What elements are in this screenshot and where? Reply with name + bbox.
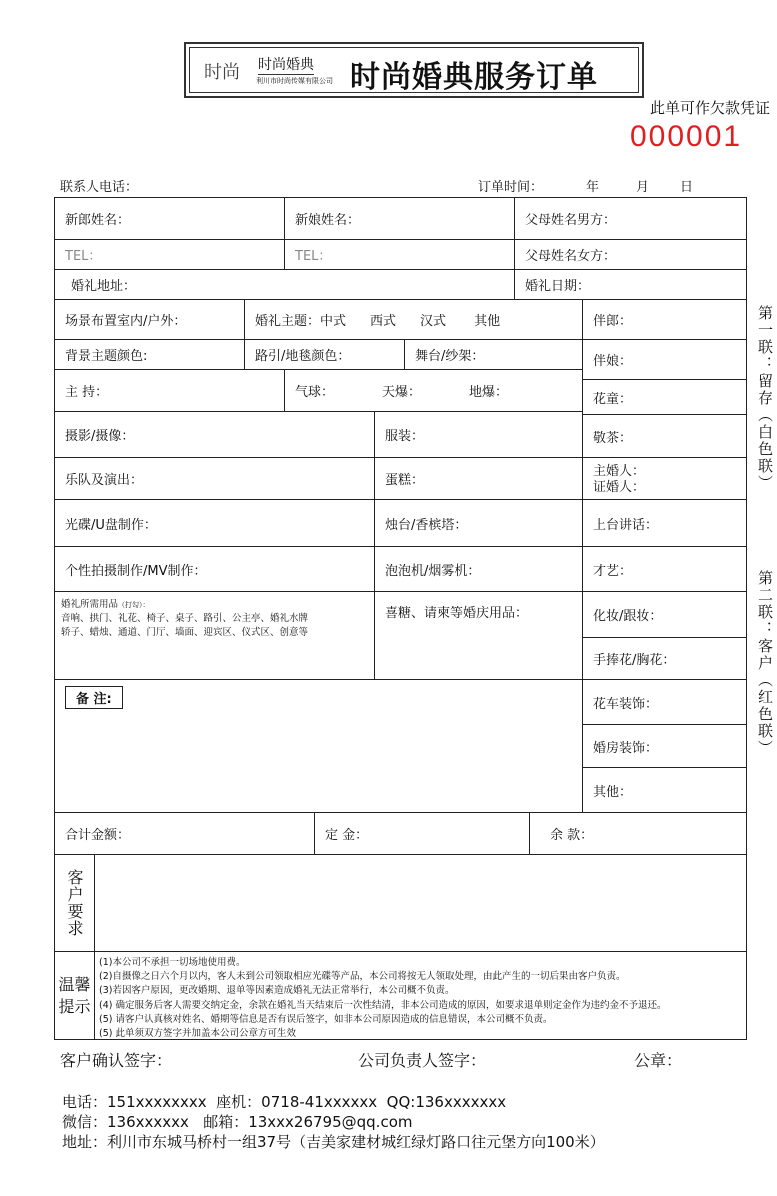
customer-sign-label: 客户确认签字：	[60, 1051, 173, 1070]
mv-field[interactable]	[54, 546, 375, 592]
talent-field[interactable]	[582, 546, 747, 592]
address-field[interactable]	[54, 269, 515, 300]
balloon-label: 气球：	[295, 385, 335, 400]
theme-label: 婚礼主题：	[255, 314, 321, 329]
officiant-field[interactable]	[582, 457, 747, 500]
tel-groom-field[interactable]	[54, 239, 285, 270]
tel-label: TEL：	[65, 249, 102, 264]
total-field[interactable]	[54, 812, 315, 855]
address-line: 地址：利川市东城马桥村一组37号（吉美家建材城红绿灯路口往元堡方向100米）	[62, 1133, 605, 1151]
logo-mark: 时尚	[204, 62, 240, 83]
parents-groom-field[interactable]	[514, 197, 747, 240]
bubble-field[interactable]	[374, 546, 583, 592]
groom-label: 新郎姓名：	[65, 213, 131, 228]
flower-kid-field[interactable]	[582, 379, 747, 415]
month-label: 月	[636, 180, 650, 195]
title-banner	[184, 42, 644, 98]
car-decor-label: 花车装饰：	[593, 696, 659, 712]
bridesmaid-label: 伴娘：	[593, 354, 633, 369]
bg-color-field[interactable]	[54, 339, 245, 370]
other-field[interactable]	[582, 767, 747, 813]
tel-bride-field[interactable]	[284, 239, 515, 270]
clothes-field[interactable]	[374, 411, 583, 458]
bridesmaid-field[interactable]	[582, 339, 747, 380]
candy-label: 喜糖、请柬等婚庆用品：	[385, 606, 529, 621]
tip-item: (1)本公司不承担一切场地使用费。	[99, 957, 246, 968]
address-label: 婚礼地址：	[71, 279, 137, 294]
cake-label: 蛋糕：	[385, 473, 425, 488]
remarks-field[interactable]	[54, 679, 583, 813]
groomsman-label: 伴郎：	[593, 314, 633, 329]
supplies-field[interactable]	[54, 591, 375, 680]
theme-option[interactable]: 西式	[370, 314, 397, 329]
remarks-label: 备 注:	[65, 686, 123, 709]
requirements-field[interactable]	[94, 854, 747, 952]
contact-line: 电话：151xxxxxxxx 座机：0718-41xxxxxx QQ:136xxxxxxx	[62, 1093, 507, 1111]
requirements-label: 客户要求	[65, 869, 84, 937]
bride-label: 新娘姓名：	[295, 213, 361, 228]
groom-field[interactable]	[54, 197, 285, 240]
supplies-line: 音响、拱门、礼花、椅子、桌子、路引、公主亭、婚礼水牌	[61, 613, 309, 625]
deposit-label: 定 金：	[325, 828, 369, 843]
bg-color-label: 背景主题颜色:	[65, 349, 148, 364]
bubble-label: 泡泡机/烟雾机：	[385, 563, 481, 579]
flower-kid-label: 花童：	[593, 391, 633, 407]
theme-field[interactable]	[244, 299, 583, 340]
makeup-label: 化妆/跟妆：	[593, 609, 663, 624]
bouquet-field[interactable]	[582, 637, 747, 680]
logo-name: 时尚婚典	[258, 54, 314, 75]
stage-label: 舞台/纱架：	[415, 349, 485, 364]
other-label: 其他：	[593, 784, 633, 800]
candle-label: 烛台/香槟塔：	[385, 517, 468, 533]
theme-option[interactable]: 中式	[320, 314, 347, 329]
sky-label: 天爆：	[382, 385, 422, 400]
clothes-label: 服装：	[385, 429, 425, 444]
balance-field[interactable]	[529, 812, 747, 855]
groomsman-field[interactable]	[582, 299, 747, 340]
theme-option[interactable]: 其他	[474, 314, 501, 329]
manager-sign-label: 公司负责人签字：	[358, 1051, 487, 1070]
tips-label-cell	[54, 951, 95, 1040]
host-marriage-label: 主婚人：	[593, 464, 646, 479]
tea-label: 敬茶：	[593, 430, 633, 446]
venue-label: 场景布置室内/户外：	[65, 314, 187, 329]
deposit-field[interactable]	[314, 812, 530, 855]
contact-line: 微信：136xxxxxx 邮箱：13xxx26795@qq.com	[62, 1113, 413, 1131]
room-decor-label: 婚房装饰：	[593, 740, 659, 756]
witness-label: 证婚人：	[593, 480, 646, 495]
supplies-title: 婚礼所需用品（打勾）：	[61, 599, 150, 610]
cake-field[interactable]	[374, 457, 583, 500]
makeup-field[interactable]	[582, 591, 747, 638]
copy2-label: 第二联：客户（红色联）	[756, 570, 774, 757]
disc-field[interactable]	[54, 499, 375, 547]
fireworks-field[interactable]	[284, 369, 583, 412]
page-title: 时尚婚典服务订单	[350, 60, 598, 95]
supplies-line: 轿子、蜡烛、通道、门厅、墙面、迎宾区、仪式区、创意等	[61, 627, 309, 639]
carpet-label: 路引/地毯颜色：	[255, 349, 351, 364]
band-label: 乐队及演出：	[65, 473, 144, 488]
carpet-field[interactable]	[244, 339, 405, 370]
bouquet-label: 手捧花/胸花：	[593, 653, 676, 668]
stage-field[interactable]	[404, 339, 583, 370]
photo-label: 摄影/摄像：	[65, 429, 135, 444]
room-decor-field[interactable]	[582, 724, 747, 768]
candy-field[interactable]	[374, 591, 583, 680]
tip-item: (3)若因客户原因，更改婚期、退单等因素造成婚礼无法正常举行，本公司概不负责。	[99, 985, 455, 997]
bride-field[interactable]	[284, 197, 515, 240]
talent-label: 才艺：	[593, 563, 633, 579]
band-field[interactable]	[54, 457, 375, 500]
copy1-label: 第一联：留存（白色联）	[756, 305, 774, 492]
speech-field[interactable]	[582, 499, 747, 547]
date-label: 婚礼日期：	[525, 279, 591, 294]
photo-field[interactable]	[54, 411, 375, 458]
voucher-note: 此单可作欠款凭证	[650, 99, 771, 117]
host-label: 主 持：	[65, 385, 109, 400]
order-time-label: 订单时间：	[478, 180, 544, 195]
tips-list	[94, 951, 747, 1040]
contact-phone-label: 联系人电话：	[60, 180, 139, 195]
tips-label: 温馨提示	[58, 974, 91, 1016]
theme-option[interactable]: 汉式	[420, 314, 447, 329]
seal-label: 公章：	[634, 1051, 683, 1070]
car-decor-field[interactable]	[582, 679, 747, 725]
mv-label: 个性拍摄制作/MV制作：	[65, 563, 207, 579]
tip-item: (5) 请客户认真核对姓名、婚期等信息是否有误后签字，如非本公司原因造成的信息错误，本公司概不负责。	[99, 1013, 553, 1025]
venue-field[interactable]	[54, 299, 245, 340]
requirements-label-cell	[54, 854, 95, 952]
disc-label: 光碟/U盘制作：	[65, 517, 157, 533]
host-field[interactable]	[54, 369, 285, 412]
ground-label: 地爆：	[469, 385, 509, 400]
parents-bride-field[interactable]	[514, 239, 747, 270]
tel-label: TEL：	[295, 249, 332, 264]
tip-item: (4) 确定服务后客人需要交纳定金，余款在婚礼当天结束后一次性结清，非本公司造成的原因，如要求退单则定金作为违约金不予退还。	[99, 999, 667, 1011]
date-field[interactable]	[514, 269, 747, 300]
balance-label: 余 款：	[550, 828, 594, 843]
year-label: 年	[586, 180, 600, 195]
total-label: 合计金额：	[65, 828, 131, 843]
logo-company: 利川市时尚传媒有限公司	[256, 77, 333, 85]
day-label: 日	[680, 180, 694, 195]
tip-item: (2)自摄像之日六个月以内，客人未到公司领取相应光碟等产品，本公司将按无人领取处理，由此产生的一切后果由客户负责。	[99, 971, 626, 983]
parents-bride-label: 父母姓名女方：	[525, 249, 617, 264]
candle-field[interactable]	[374, 499, 583, 547]
tea-field[interactable]	[582, 414, 747, 458]
tip-item: (5) 此单须双方签字并加盖本公司公章方可生效	[99, 1028, 296, 1040]
speech-label: 上台讲话：	[593, 517, 659, 533]
parents-groom-label: 父母姓名男方：	[525, 213, 617, 228]
serial-number: 000001	[630, 120, 743, 153]
